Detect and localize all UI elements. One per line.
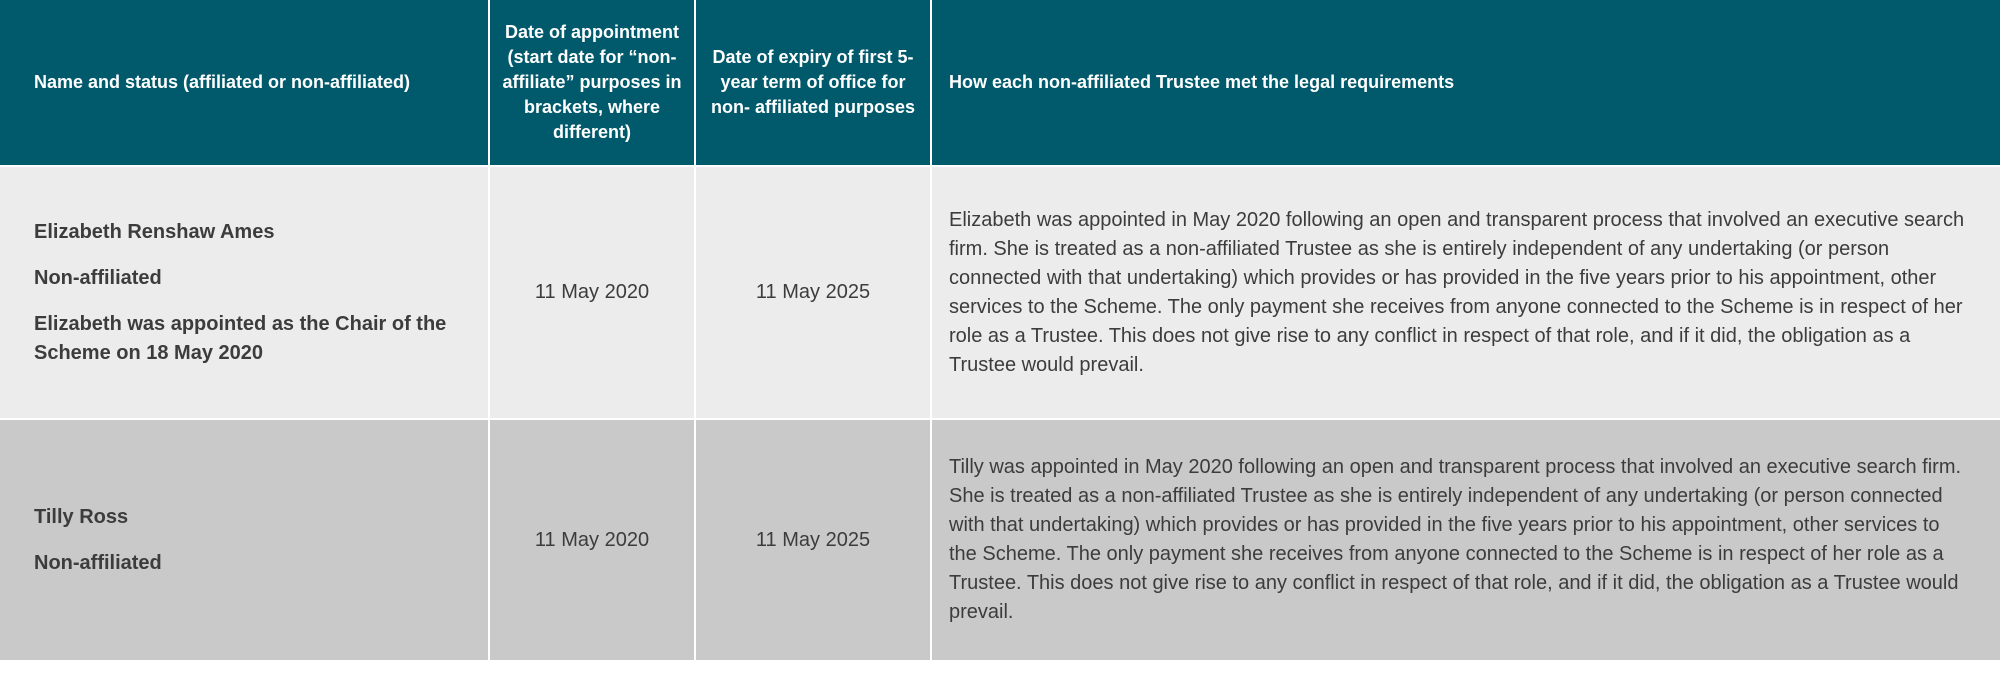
header-name-status: Name and status (affiliated or non-affiliated) — [0, 0, 489, 166]
trustee-status: Non-affiliated — [34, 551, 162, 574]
expiry-date-cell: 11 May 2025 — [695, 166, 931, 419]
legal-requirements-cell: Tilly was appointed in May 2020 following an open and transparent process that involved an executive search firm. She is treated as a non-affiliated Trustee as she is entirely independent of any undertaking (or person connected with that undertaking) which provides or has provided in the five years prior to his appointment, other services to the Scheme. The only payment she receives from anyone connected to the Scheme is in respect of her role as a Trustee. This does not give rise to any conflict in respect of that role, and if it did, the obligation as a Trustee would prevail. — [931, 419, 2000, 660]
name-status-cell — [0, 419, 489, 660]
table-header — [0, 0, 2000, 166]
trustee-status: Non-affiliated — [34, 266, 162, 289]
table-row — [0, 166, 2000, 419]
trustee-name: Elizabeth Renshaw Ames — [34, 220, 275, 243]
header-legal-requirements: How each non-affiliated Trustee met the legal requirements — [931, 0, 2000, 166]
header-appointment-date: Date of appointment (start date for “non-affiliate” purposes in brackets, where different) — [489, 0, 695, 166]
header-row — [0, 0, 2000, 166]
name-status-cell — [0, 166, 489, 419]
expiry-date-cell: 11 May 2025 — [695, 419, 931, 660]
header-expiry-date: Date of expiry of first 5-year term of office for non- affiliated purposes — [695, 0, 931, 166]
table-row — [0, 419, 2000, 660]
trustee-name: Tilly Ross — [34, 505, 129, 528]
legal-requirements-cell: Elizabeth was appointed in May 2020 following an open and transparent process that involved an executive search firm. She is treated as a non-affiliated Trustee as she is entirely independent of any undertaking (or person connected with that undertaking) which provides or has provided in the five years prior to his appointment, other services to the Scheme. The only payment she receives from anyone connected to the Scheme is in respect of her role as a Trustee. This does not give rise to any conflict in respect of that role, and if it did, the obligation as a Trustee would prevail. — [931, 166, 2000, 419]
appointment-date-cell: 11 May 2020 — [489, 166, 695, 419]
table-body — [0, 166, 2000, 660]
appointment-date-cell: 11 May 2020 — [489, 419, 695, 660]
trustee-note: Elizabeth was appointed as the Chair of the Scheme on 18 May 2020 — [34, 312, 447, 364]
